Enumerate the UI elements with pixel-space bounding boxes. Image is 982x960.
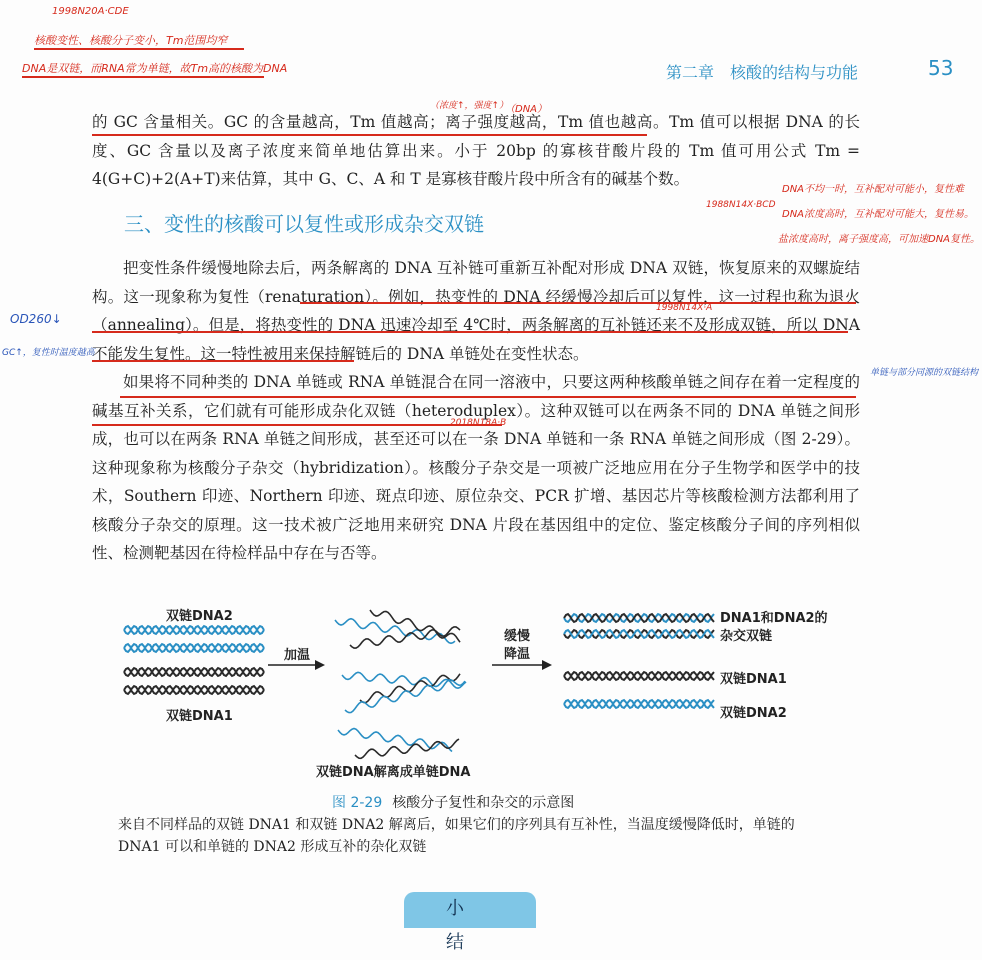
handwritten-note: DNA浓度高时，互补配对可能大，复性易。 — [782, 209, 975, 220]
figure-caption-title — [332, 792, 574, 812]
paragraph-text: 如果将不同种类的 DNA 单链或 RNA 单链混合在同一溶液中，只要这两种核酸单链之间存在着一定程度的碱基互补关系，它们就有可能形成杂化双链（heteroduplex）。这种双链可以在两条不同的 DNA 单链之间形成，也可以在两条 RNA 单链之间形成，甚至还可以在一条 DNA 单链和一条 RNA 单链之间形成（图 2-29）。这种现象称为核酸分子杂交（hybridization）。核酸分子杂交是一项被广泛地应用在分子生物学和医学中的技术，Southern 印迹、Northern 印迹、斑点印迹、原位杂交、PCR 扩增、基因芯片等核酸检测方法都利用了核酸分子杂交的原理。这一技术被广泛地用来研究 DNA 片段在基因组中的定位、鉴定核酸分子间的序列相似性、检测靶基因在待检样品中存在与否等。 — [92, 373, 860, 562]
handwritten-note: 单链与部分同源的双链结构 — [870, 368, 979, 378]
handwritten-note: GC↑，复性时温度越高 — [2, 348, 95, 358]
handwritten-note: OD260↓ — [10, 312, 62, 326]
left-dna2-lower-strand-b — [124, 644, 264, 652]
handwritten-note: DNA不均一时，互补配对可能小，复性难 — [782, 184, 965, 195]
label-right-dna1: 双链DNA1 — [720, 672, 787, 687]
figure-number: 图 2-29 — [332, 795, 383, 811]
paragraph-text: 把变性条件缓慢地除去后，两条解离的 DNA 互补链可重新互补配对形成 DNA 双链，恢复原来的双螺旋结构。这一现象称为复性（renaturation）。例如，热变性的 DNA 经缓慢冷却后可以复性，这一过程也称为退火（annealing）。但是，将热变性的 DNA 迅速冷却至 4℃时，两条解离的互补链还来不及形成双链，所以 DNA 不能发生复性。这一特性被用来保持解链后的 DNA 单链处在变性状态。 — [92, 259, 860, 363]
page-number: 53 — [928, 56, 954, 80]
handwritten-note: 盐浓度高时，离子强度高，可加速DNA复性。 — [778, 234, 981, 245]
figure-caption: 来自不同样品的双链 DNA1 和双链 DNA2 解离后，如果它们的序列具有互补性，当温度缓慢降低时，单链的 DNA1 可以和单链的 DNA2 形成互补的杂化双链 — [118, 817, 795, 855]
label-cool: 缓慢 降温 — [504, 629, 531, 662]
handwritten-note: （DNA） — [505, 104, 548, 115]
summary-tab: 小 结 — [404, 892, 536, 928]
label-dna1: 双链DNA1 — [166, 709, 233, 724]
handwritten-note: DNA是双链，而RNA常为单链，故Tm高的核酸为DNA — [22, 62, 288, 75]
label-center: 双链DNA解离成单链DNA — [316, 765, 471, 780]
paragraph-1 — [92, 108, 860, 194]
handwritten-note: 1998N20A·CDE — [52, 6, 129, 17]
handwritten-note: 2018N18A·B — [450, 418, 507, 428]
single-strand — [345, 680, 465, 713]
single-strand — [338, 729, 452, 752]
single-strand — [370, 610, 460, 642]
label-dna2: 双链DNA2 — [166, 609, 233, 624]
paragraph-2 — [92, 254, 860, 368]
handwritten-note: 1998N14X·A — [656, 303, 713, 313]
left-dna2-upper-strand-b — [124, 626, 264, 634]
handwritten-note: 核酸变性、核酸分子变小，Tm范围均窄 — [34, 34, 228, 47]
handwritten-note: （浓度↑，强度↑） — [430, 101, 509, 111]
paragraph-text: 的 GC 含量相关。GC 的含量越高，Tm 值越高；离子强度越高，Tm 值也越高。Tm 值可以根据 DNA 的长度、GC 含量以及离子浓度来简单地估算出来。小于 20bp 的寡核苷酸片段的 Tm 值可用公式 Tm = 4(G+C)+2(A+T)来估算，其中 G、C、A 和 T 是寡核苷酸片段中所含有的碱基个数。 — [92, 113, 860, 188]
handwritten-note: 1988N14X·BCD — [706, 200, 776, 210]
chapter-header: 第二章 核酸的结构与功能 — [666, 63, 859, 82]
left-dna1-lower-strand-b — [124, 686, 264, 694]
figure-title: 核酸分子复性和杂交的示意图 — [392, 795, 575, 811]
section-title: 三、变性的核酸可以复性或形成杂交双链 — [124, 212, 484, 236]
label-heat: 加温 — [284, 648, 311, 663]
label-hybrid: DNA1和DNA2的 杂交双链 — [720, 611, 828, 644]
label-right-dna2: 双链DNA2 — [720, 706, 787, 721]
left-dna1-upper-strand-b — [124, 668, 264, 676]
